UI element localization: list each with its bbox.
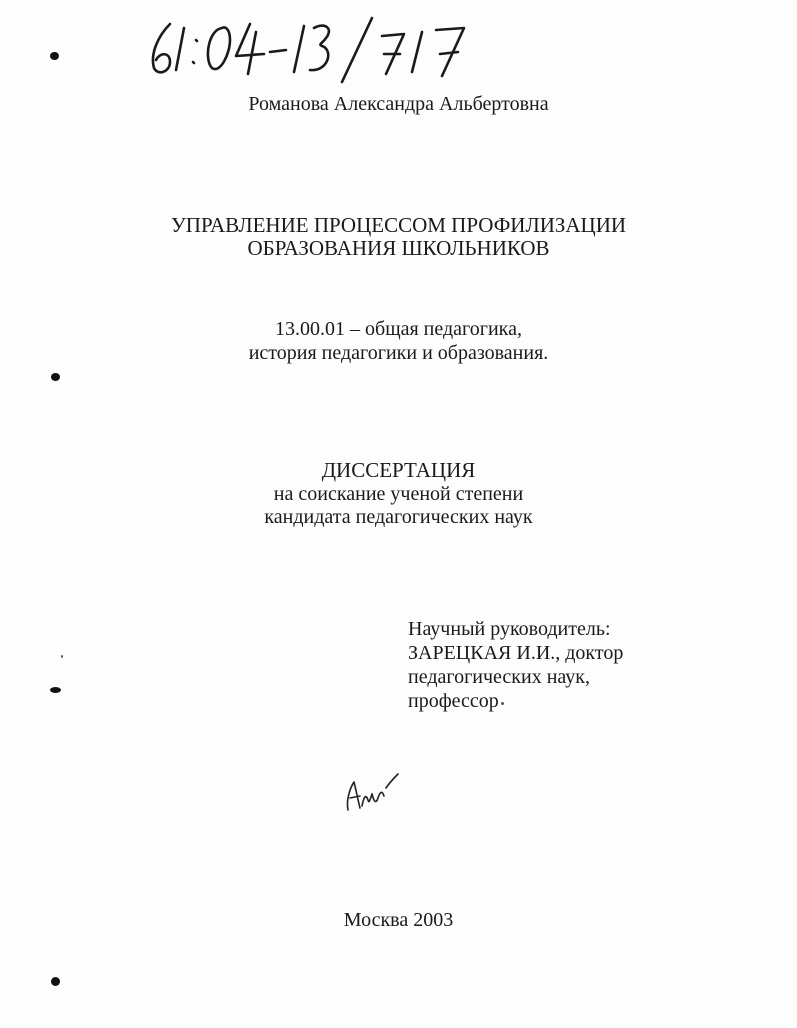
advisor-label: Научный руководитель: (408, 618, 611, 640)
handwritten-archive-number (146, 14, 506, 84)
specialty-line-1: 13.00.01 – общая педагогика, (275, 318, 522, 340)
thesis-title-line-1: УПРАВЛЕНИЕ ПРОЦЕССОМ ПРОФИЛИЗАЦИИ (170, 213, 627, 237)
degree-line-1: на соискание ученой степени (273, 483, 524, 505)
punch-hole-mark (51, 977, 60, 986)
author-name: Романова Александра Альбертовна (248, 93, 549, 115)
punch-hole-mark (50, 52, 59, 60)
punch-hole-mark (50, 687, 61, 693)
scan-speck (501, 702, 504, 705)
advisor-degree: педагогических наук, (408, 666, 590, 688)
advisor-rank: профессор (408, 690, 499, 712)
scan-speck (61, 655, 63, 658)
work-type-heading: ДИССЕРТАЦИЯ (321, 458, 476, 482)
city-and-year: Москва 2003 (343, 909, 454, 931)
archive-number-strokes (146, 14, 506, 84)
specialty-line-2: история педагогики и образования. (248, 342, 549, 364)
signature (338, 770, 408, 815)
advisor-name: ЗАРЕЦКАЯ И.И., доктор (408, 642, 624, 664)
punch-hole-mark (51, 373, 60, 381)
thesis-title-line-2: ОБРАЗОВАНИЯ ШКОЛЬНИКОВ (247, 236, 550, 260)
degree-line-2: кандидата педагогических наук (264, 506, 533, 528)
